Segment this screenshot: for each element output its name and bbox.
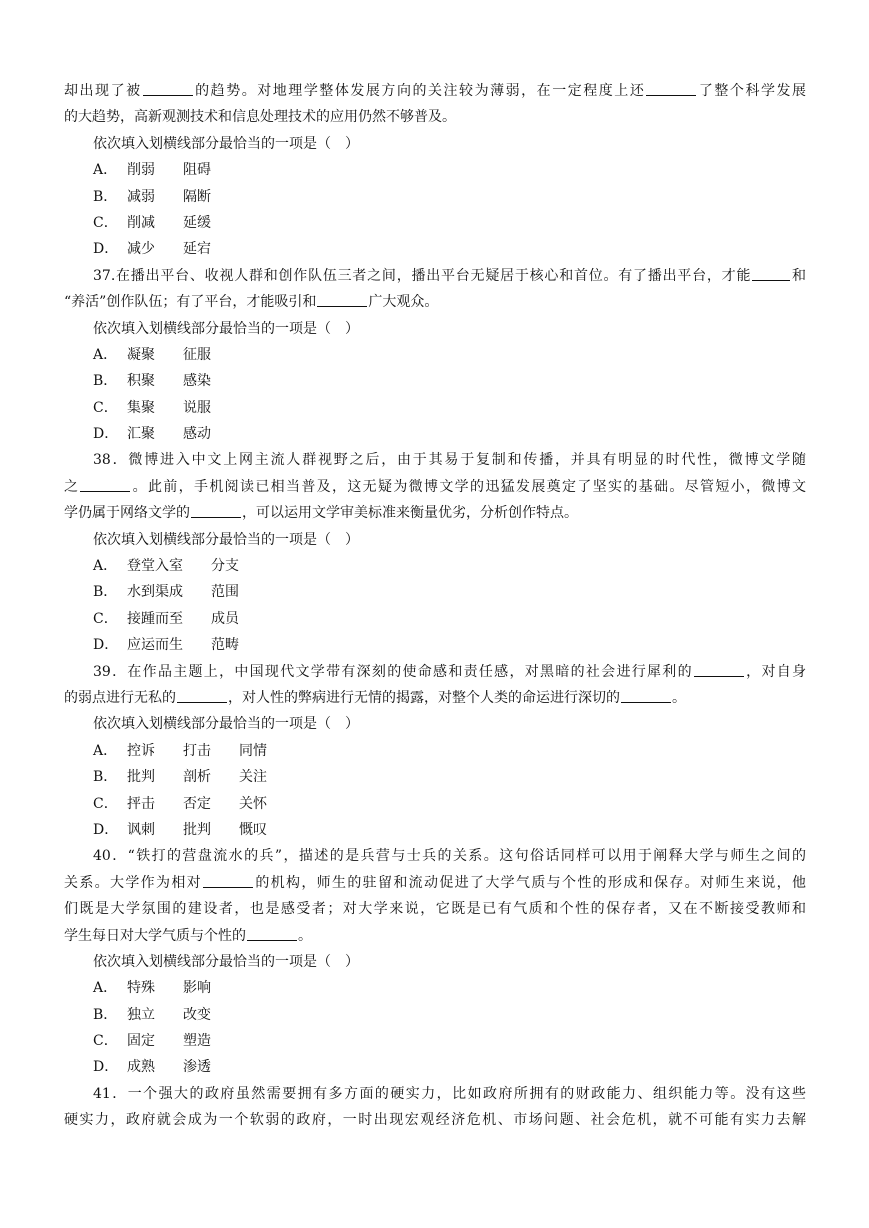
fill-blank	[191, 503, 241, 518]
option-c: C． 集聚 说服	[93, 399, 211, 416]
paragraph-line: 38．微博进入中文上网主流人群视野之后，由于其易于复制和传播，并具有明显的时代性，微博文学随	[93, 452, 806, 469]
paragraph-line: 的弱点进行无私的 ，对人性的弊病进行无情的揭露，对整个人类的命运进行深切的 。	[64, 689, 686, 706]
paragraph-line: 学生每日对大学气质与个性的 。	[64, 927, 312, 944]
option-a: A． 登堂入室 分支	[93, 558, 239, 575]
option-c: C． 抨击 否定 关怀	[93, 795, 267, 812]
question-prompt: 依次填入划横线部分最恰当的一项是（ ）	[93, 135, 359, 152]
paragraph-line: 关系。大学作为相对 的机构，师生的驻留和流动促进了大学气质与个性的形成和保存。对师生来说，他	[64, 874, 806, 891]
fill-blank	[203, 873, 253, 888]
option-d: D． 汇聚 感动	[93, 426, 211, 443]
option-a: A． 特殊 影响	[93, 980, 211, 997]
paragraph-line: 的大趋势，高新观测技术和信息处理技术的应用仍然不够普及。	[64, 109, 456, 126]
question-prompt: 依次填入划横线部分最恰当的一项是（ ）	[93, 716, 359, 733]
option-d: D． 减少 延宕	[93, 241, 211, 258]
paragraph-line: 39．在作品主题上，中国现代文学带有深刻的使命感和责任感，对黑暗的社会进行犀利的 ，对自身	[93, 663, 807, 680]
fill-blank	[621, 688, 671, 703]
fill-blank	[80, 477, 130, 492]
option-c: C． 削减 延缓	[93, 214, 211, 231]
option-d: D． 应运而生 范畴	[93, 637, 239, 654]
paragraph-line: 硬实力，政府就会成为一个软弱的政府，一时出现宏观经济危机、市场问题、社会危机，就不可能有实力去解	[64, 1112, 806, 1129]
option-b: B． 减弱 隔断	[93, 188, 211, 205]
paragraph-line: “养活”创作队伍；有了平台，才能吸引和 广大观众。	[64, 294, 439, 311]
fill-blank	[247, 926, 297, 941]
option-b: B． 积聚 感染	[93, 373, 211, 390]
option-a: A． 凝聚 征服	[93, 346, 211, 363]
option-a: A． 削弱 阻碍	[93, 162, 211, 179]
question-prompt: 依次填入划横线部分最恰当的一项是（ ）	[93, 531, 359, 548]
option-b: B． 独立 改变	[93, 1006, 211, 1023]
paragraph-line: 之 。此前，手机阅读已相当普及，这无疑为微博文学的迅猛发展奠定了坚实的基础。尽管短小，微博文	[64, 478, 807, 495]
option-a: A． 控诉 打击 同情	[93, 742, 267, 759]
paragraph-line: 们既是大学氛围的建设者，也是感受者；对大学来说，它既是已有气质和个性的保存者，又在不断接受教师和	[64, 901, 806, 918]
question-prompt: 依次填入划横线部分最恰当的一项是（ ）	[93, 953, 359, 970]
paragraph-line: 41．一个强大的政府虽然需要拥有多方面的硬实力，比如政府所拥有的财政能力、组织能力等。没有这些	[93, 1085, 806, 1102]
option-c: C． 接踵而至 成员	[93, 610, 239, 627]
option-b: B． 水到渠成 范围	[93, 584, 239, 601]
paragraph-line: 40．“铁打的营盘流水的兵”，描述的是兵营与士兵的关系。这句俗话同样可以用于阐释大学与师生之间的	[93, 848, 806, 865]
fill-blank	[143, 81, 193, 96]
fill-blank	[177, 688, 227, 703]
paragraph-line: 学仍属于网络文学的 ，可以运用文学审美标准来衡量优劣，分析创作特点。	[64, 505, 578, 522]
option-d: D． 讽刺 批判 慨叹	[93, 821, 267, 838]
paragraph-line: 37.在播出平台、收视人群和创作队伍三者之间，播出平台无疑居于核心和首位。有了播出平台，才能 和	[93, 267, 807, 284]
option-d: D． 成熟 渗透	[93, 1059, 211, 1076]
question-prompt: 依次填入划横线部分最恰当的一项是（ ）	[93, 320, 359, 337]
paragraph-line: 却出现了被 的趋势。对地理学整体发展方向的关注较为薄弱，在一定程度上还 了整个科学发展	[64, 83, 807, 99]
exam-page	[64, 78, 806, 1134]
fill-blank	[317, 292, 367, 307]
fill-blank	[646, 81, 696, 96]
fill-blank	[752, 266, 790, 281]
fill-blank	[694, 662, 744, 677]
option-c: C． 固定 塑造	[93, 1033, 211, 1050]
option-b: B． 批判 剖析 关注	[93, 769, 267, 786]
